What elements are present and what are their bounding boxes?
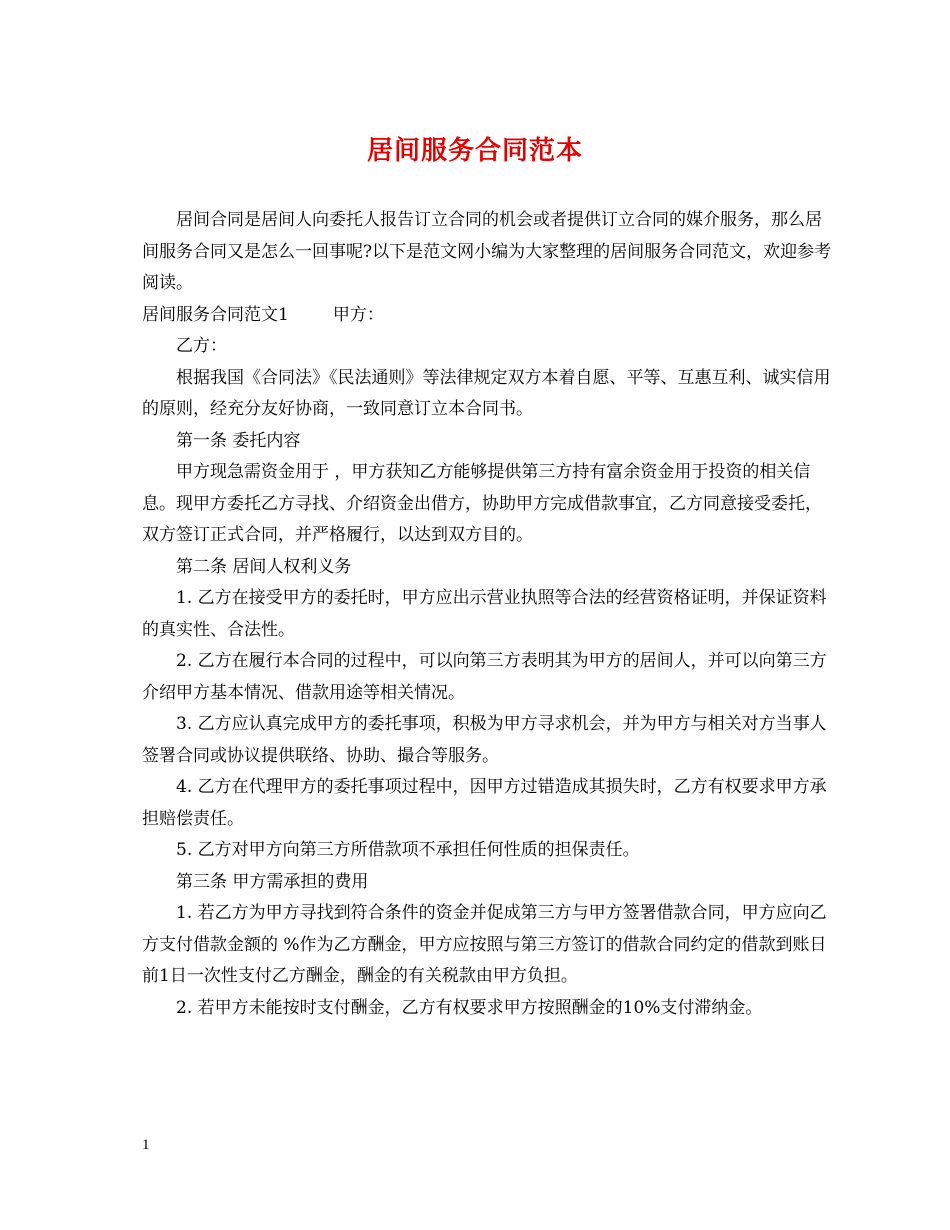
article-1-text: 甲方现急需资金用于 ，甲方获知乙方能够提供第三方持有富余资金用于投资的相关信息。现甲方委托乙方寻找、介绍资金出借方，协助甲方完成借款事宜，乙方同意接受委托，双方签订正式合同，并严格履行，以达到双方目的。 <box>142 462 822 545</box>
party-b-label: 乙方： <box>176 336 227 356</box>
article-2-title: 第二条 居间人权利义务 <box>176 556 352 577</box>
preamble-paragraph: 根据我国《合同法》《民法通则》等法律规定双方本着自愿、平等、互惠互利、诚实信用的原则，经充分友好协商，一致同意订立本合同书。 <box>142 367 831 419</box>
article-2-item: 4. 乙方在代理甲方的委托事项过程中，因甲方过错造成其损失时，乙方有权要求甲方承担赔偿责任。 <box>142 777 827 829</box>
article-3-title: 第三条 甲方需承担的费用 <box>176 871 369 892</box>
document-body <box>142 205 832 1024</box>
article-3-item: 2. 若甲方未能按时支付酬金，乙方有权要求甲方按照酬金的10%支付滞纳金。 <box>176 997 763 1018</box>
article-2-item: 3. 乙方应认真完成甲方的委托事项，积极为甲方寻求机会，并为甲方与相关对方当事人签署合同或协议提供联络、协助、撮合等服务。 <box>142 714 827 766</box>
party-a-label: 甲方： <box>332 304 384 325</box>
article-2-item: 2. 乙方在履行本合同的过程中，可以向第三方表明其为甲方的居间人，并可以向第三方介绍甲方基本情况、借款用途等相关情况。 <box>142 651 827 703</box>
page-number: 1 <box>142 1137 150 1153</box>
sample-heading: 居间服务合同范文1 <box>142 304 289 325</box>
article-2-item: 5. 乙方对甲方向第三方所借款项不承担任何性质的担保责任。 <box>176 840 640 860</box>
article-1-title: 第一条 委托内容 <box>176 430 301 451</box>
article-2-item: 1. 乙方在接受甲方的委托时，甲方应出示营业执照等合法的经营资格证明，并保证资料的真实性、合法性。 <box>142 588 827 640</box>
document-title: 居间服务合同范本 <box>366 136 583 166</box>
intro-paragraph: 居间合同是居间人向委托人报告订立合同的机会或者提供订立合同的媒介服务，那么居间服务合同又是怎么一回事呢?以下是范文网小编为大家整理的居间服务合同范文，欢迎参考阅读。 <box>142 210 832 293</box>
article-3-item: 1. 若乙方为甲方寻找到符合条件的资金并促成第三方与甲方签署借款合同，甲方应向乙方支付借款金额的 %作为乙方酬金，甲方应按照与第三方签订的借款合同约定的借款到账日前1日一次性支付乙方酬金，酬金的有关税款由甲方负担。 <box>142 903 827 986</box>
sample-heading-line <box>142 300 832 332</box>
